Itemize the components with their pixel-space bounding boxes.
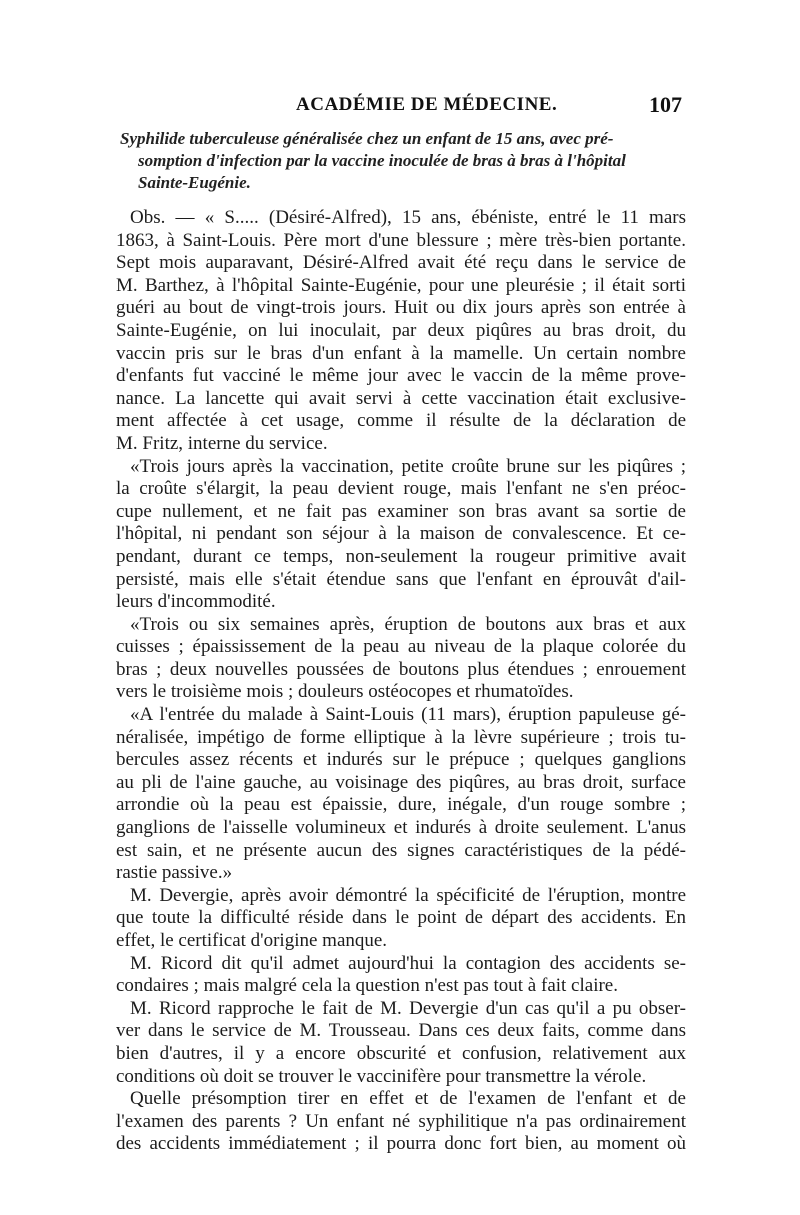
running-head: ACADÉMIE DE MÉDECINE.: [296, 94, 558, 115]
text-line: Sept mois auparavant, Désiré-Alfred avait été reçu dans le service de: [116, 252, 686, 274]
text-line: leurs d'incommodité.: [116, 591, 276, 613]
text-line: «A l'entrée du malade à Saint-Louis (11 mars), éruption papuleuse gé-: [130, 704, 686, 726]
text-line: est sain, et ne présente aucun des signes caractéristiques de la pédé-: [116, 839, 686, 861]
text-line: M. Ricord dit qu'il admet aujourd'hui la contagion des accidents se-: [130, 952, 686, 974]
text-line: guéri au bout de vingt-trois jours. Huit ou dix jours après son entrée à: [116, 297, 686, 319]
text-line: M. Ricord rapproche le fait de M. Devergie d'un cas qu'il a pu obser-: [130, 997, 686, 1019]
text-line: ver dans le service de M. Trousseau. Dans ces deux faits, comme dans: [116, 1020, 686, 1042]
text-line: persisté, mais elle s'était étendue sans que l'enfant en éprouvât d'ail-: [116, 568, 686, 590]
text-line: pendant, durant ce temps, non-seulement la rougeur primitive avait: [116, 545, 686, 567]
text-line: Sainte-Eugénie, on lui inoculait, par deux piqûres au bras droit, du: [116, 319, 686, 341]
text-line: «Trois ou six semaines après, éruption de boutons aux bras et aux: [130, 613, 686, 635]
text-line: l'examen des parents ? Un enfant né syphilitique n'a pas ordinairement: [116, 1110, 686, 1132]
page-number: 107: [649, 92, 682, 117]
text-line: conditions où doit se trouver le vaccinifère pour transmettre la vérole.: [116, 1065, 647, 1087]
text-line: M. Fritz, interne du service.: [116, 432, 328, 454]
text-line: cuisses ; épaississement de la peau au niveau de la plaque colorée du: [116, 636, 686, 658]
text-line: condaires ; mais malgré cela la question n'est pas tout à fait claire.: [116, 975, 618, 997]
title-line: Sainte-Eugénie.: [138, 173, 251, 192]
text-line: des accidents immédiatement ; il pourra donc fort bien, au moment où: [116, 1133, 686, 1155]
text-line: cupe nullement, et ne fait pas examiner son bras avant sa sortie de: [116, 500, 686, 522]
text-line: au pli de l'aine gauche, au voisinage des piqûres, au bras droit, surface: [116, 771, 686, 793]
text-line: que toute la difficulté réside dans le point de départ des accidents. En: [116, 907, 686, 929]
text-line: bien d'autres, il y a encore obscurité et confusion, relativement aux: [116, 1042, 686, 1064]
title-line: Syphilide tuberculeuse généralisée chez un enfant de 15 ans, avec pré-: [120, 129, 614, 148]
text-line: bras ; deux nouvelles poussées de boutons plus étendues ; enrouement: [116, 658, 686, 680]
section-title: [120, 128, 684, 194]
text-line: ment affectée à cet usage, comme il résulte de la déclaration de: [116, 410, 686, 432]
text-line: néralisée, impétigo de forme elliptique à la lèvre supérieure ; trois tu-: [116, 726, 686, 748]
text-line: arrondie où la peau est épaissie, dure, inégale, d'un rouge sombre ;: [116, 794, 686, 816]
body-text: [116, 207, 686, 1156]
text-line: d'enfants fut vacciné le même jour avec le vaccin de la même prove-: [116, 365, 686, 387]
text-line: «Trois jours après la vaccination, petite croûte brune sur les piqûres ;: [130, 455, 686, 477]
page-header: [118, 94, 682, 124]
text-line: vaccin pris sur le bras d'un enfant à la mamelle. Un certain nombre: [116, 342, 686, 364]
text-line: l'hôpital, ni pendant son séjour à la maison de convalescence. Et ce-: [116, 523, 686, 545]
title-line: somption d'infection par la vaccine inoculée de bras à bras à l'hôpital: [138, 151, 626, 170]
text-line: rastie passive.»: [116, 862, 233, 884]
text-line: effet, le certificat d'origine manque.: [116, 930, 388, 951]
text-line: Obs. — « S..... (Désiré-Alfred), 15 ans, ébéniste, entré le 11 mars: [130, 207, 686, 228]
text-line: M. Barthez, à l'hôpital Sainte-Eugénie, pour une pleurésie ; il était sorti: [116, 274, 686, 296]
text-line: nance. La lancette qui avait servi à cette vaccination était exclusive-: [116, 387, 686, 409]
text-line: bercules assez récents et indurés sur le prépuce ; quelques ganglions: [116, 749, 686, 771]
text-line: Quelle présomption tirer en effet et de l'examen de l'enfant et de: [130, 1088, 686, 1110]
text-line: la croûte s'élargit, la peau devient rouge, mais l'enfant ne s'en préoc-: [116, 478, 686, 500]
text-line: vers le troisième mois ; douleurs ostéocopes et rhumatoïdes.: [116, 681, 574, 703]
text-line: 1863, à Saint-Louis. Père mort d'une blessure ; mère très-bien portante.: [116, 229, 686, 251]
text-line: ganglions de l'aisselle volumineux et indurés à droite seulement. L'anus: [116, 817, 686, 839]
text-line: M. Devergie, après avoir démontré la spécificité de l'éruption, montre: [130, 884, 686, 906]
